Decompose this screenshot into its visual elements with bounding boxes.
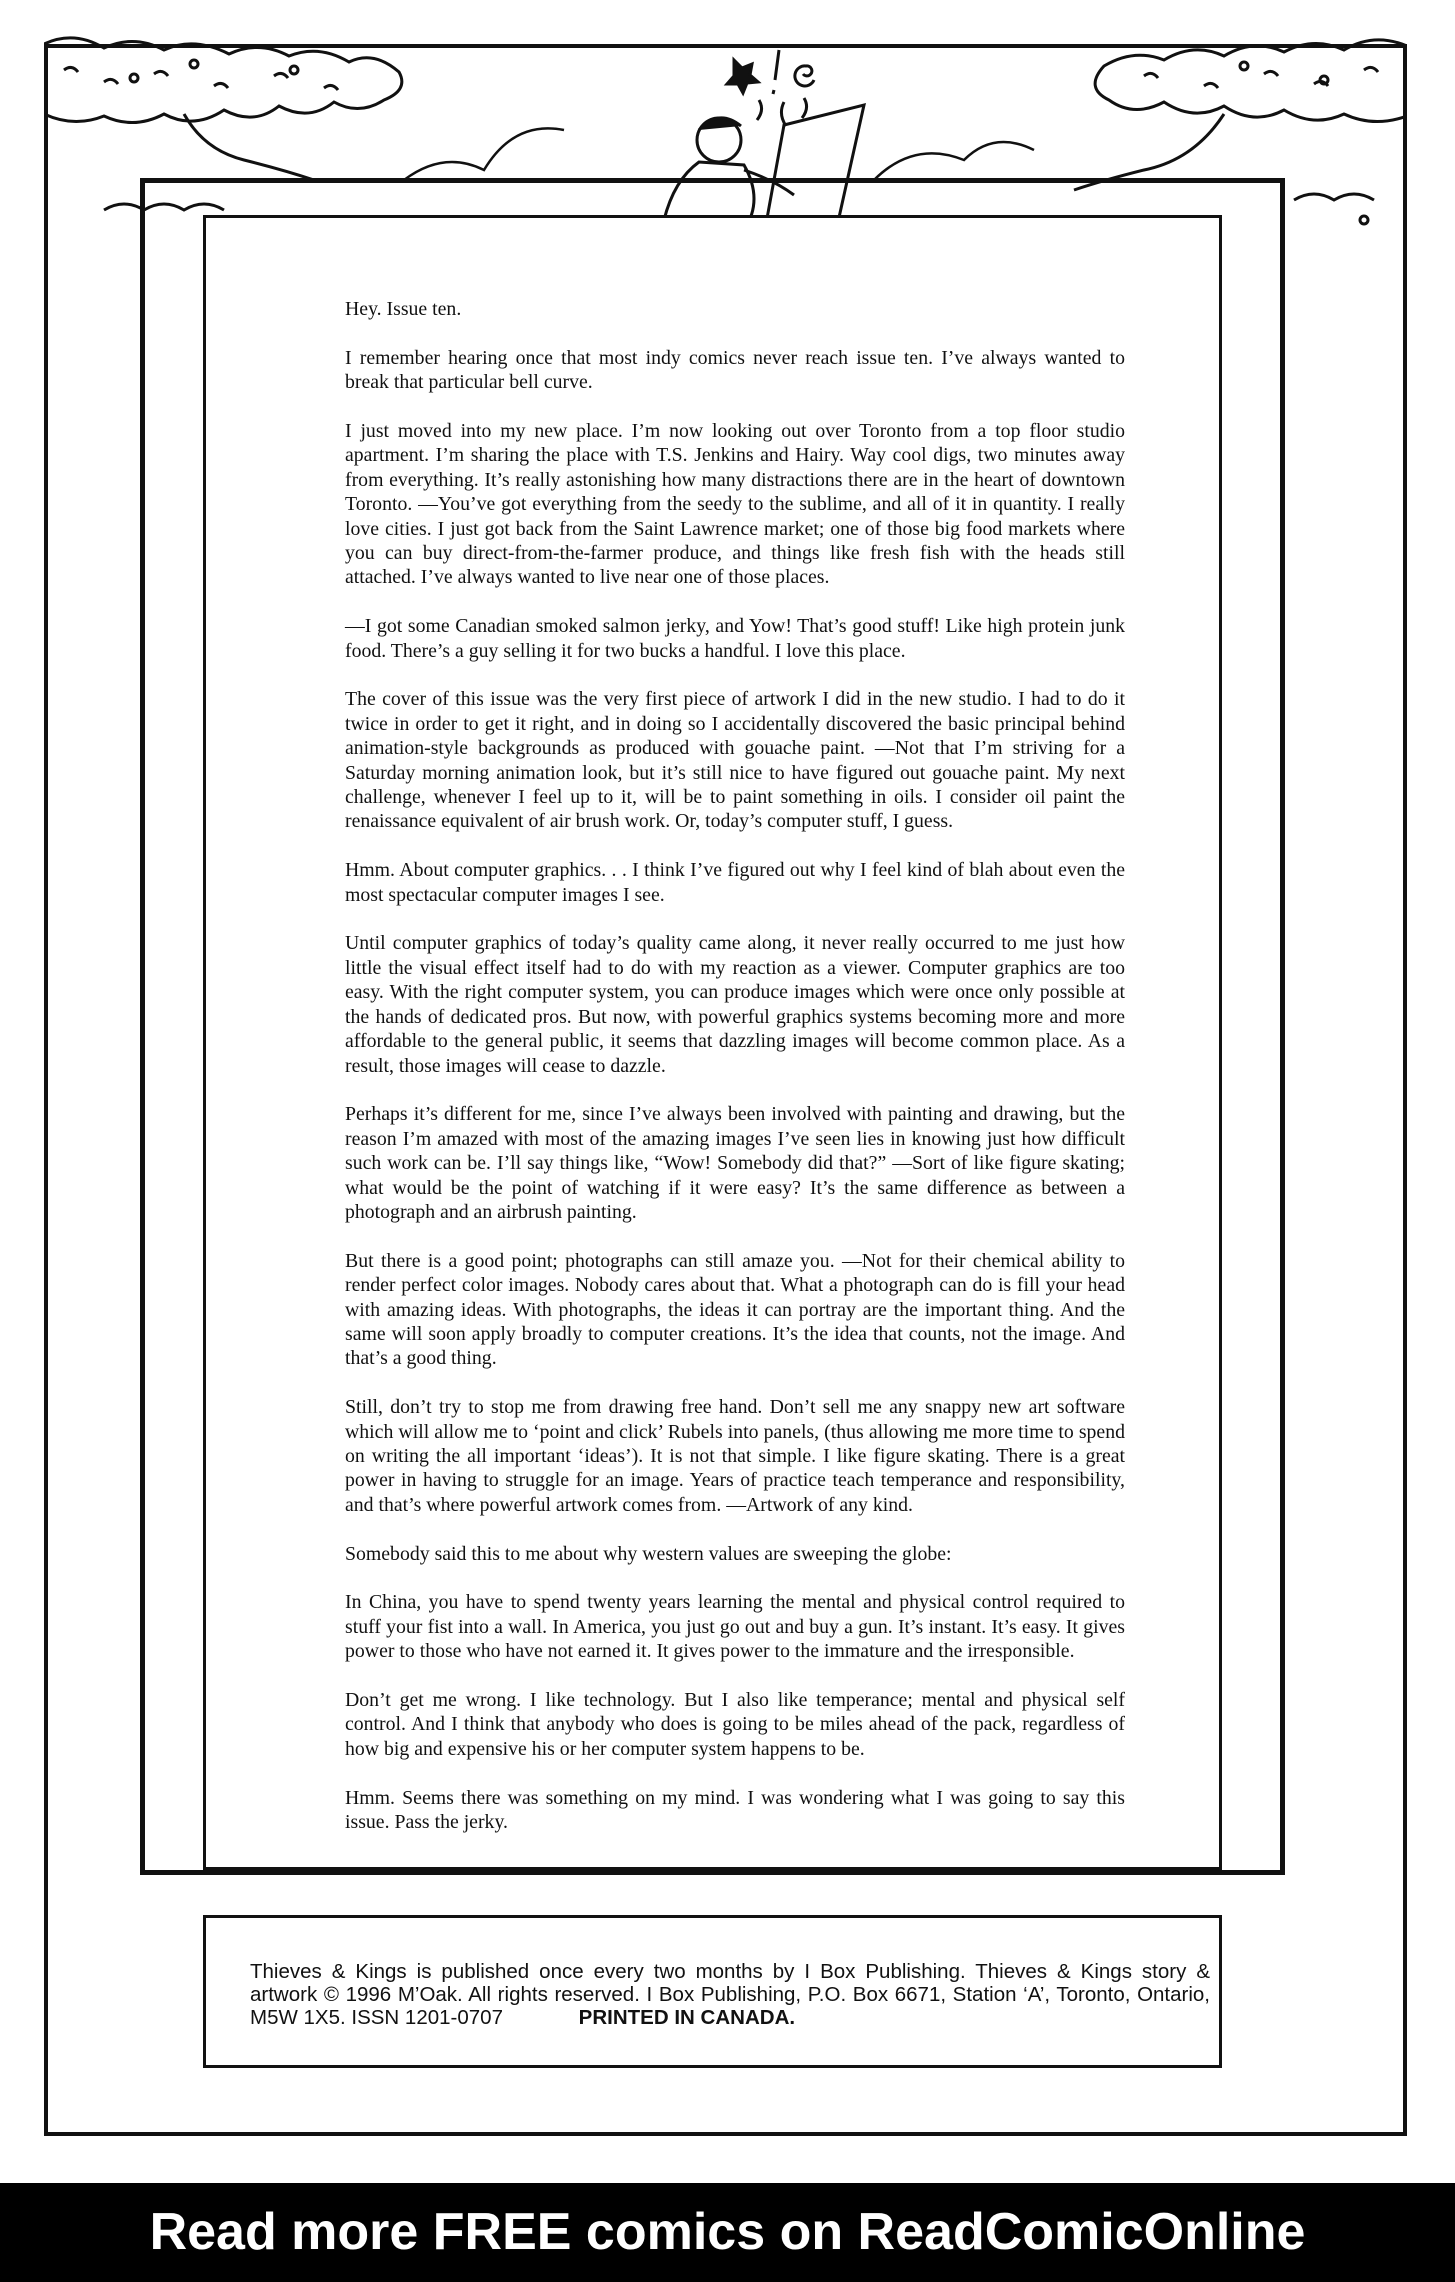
letter-paragraph: I remember hearing once that most indy comics never reach issue ten. I’ve always wanted to break that particular bell curve.	[345, 346, 1125, 394]
editorial-letter	[345, 297, 1125, 1834]
letter-paragraph: Don’t get me wrong. I like technology. But I also like temperance; mental and physical self control. And I think that anybody who does is going to be miles ahead of the pack, regardless of how big and expensive his or her computer system happens to be.	[345, 1688, 1125, 1760]
letter-paragraph: But there is a good point; photographs can still amaze you. —Not for their chemical ability to render perfect color images. Nobody cares about that. What a photograph can do is fill your head with amazing ideas. With photographs, the ideas it can portray are the important thing. And the same will soon apply broadly to computer creations. It’s the idea that counts, not the image. And that’s a good thing.	[345, 1249, 1125, 1370]
letter-paragraph: I just moved into my new place. I’m now looking out over Toronto from a top floor studio apartment. I’m sharing the place with T.S. Jenkins and Hairy. Way cool digs, two minutes away from everything. It’s really astonishing how many distractions there are in the heart of downtown Toronto. —You’ve got everything from the seedy to the sublime, and all of it in quantity. I really love cities. I just got back from the Saint Lawrence market; one of those big food markets where you can buy direct-from-the-farmer produce, and things like fresh fish with the heads still attached. I’ve always wanted to live near one of those places.	[345, 420, 1125, 589]
letter-paragraph: Hey. Issue ten.	[345, 298, 462, 320]
letter-paragraph: The cover of this issue was the very first piece of artwork I did in the new studio. I had to do it twice in order to get it right, and in doing so I accidentally discovered the basic principal behind animation-style backgrounds as produced with gouache paint. —Not that I’m striving for a Saturday morning animation look, but it’s still nice to have figured out gouache paint. My next challenge, whenever I feel up to it, will be to paint something in oils. I consider oil paint the renaissance equivalent of air brush work. Or, today’s computer stuff, I guess.	[345, 688, 1125, 833]
letter-paragraph: Hmm. About computer graphics. . . I think I’ve figured out why I feel kind of blah about even the most spectacular computer images I see.	[345, 859, 1125, 906]
vine-branches	[404, 128, 1034, 180]
exclamation-glyphs	[727, 50, 814, 126]
imprint-text	[250, 1960, 1210, 2029]
letter-paragraph: Somebody said this to me about why western values are sweeping the globe:	[345, 1542, 952, 1565]
publication-notice: Thieves & Kings is published once every two months by I Box Publishing. Thieves & Kings story & artwork © 1996 M’Oak. All rights reserved. I Box Publishing, P.O. Box 6671, Station ‘A’, Toronto, Ontario, M5W 1X5. ISSN 1201-0707	[250, 1960, 1210, 2029]
printed-in-canada: PRINTED IN CANADA.	[578, 2006, 796, 2029]
letter-paragraph: Until computer graphics of today’s quality came along, it never really occurred to me just how little the visual effect itself had to do with my reaction as a viewer. Computer graphics are too easy. With the right computer system, you can produce images which were once only possible at the hands of dedicated pros. But now, with powerful graphics systems becoming more and more affordable to the general public, it seems that dazzling images will become common place. As a result, those images will cease to dazzle.	[345, 932, 1125, 1077]
letter-paragraph: Still, don’t try to stop me from drawing free hand. Don’t sell me any snappy new art software which will allow me to ‘point and click’ Rubels into panels, (thus allowing me more time to spend on writing the all important ‘ideas’). It is not that simple. I like figure skating. There is a great power in having to struggle for an image. Years of practice teach temperance and responsibility, and that’s where powerful artwork comes from. —Artwork of any kind.	[345, 1396, 1125, 1516]
read-more-banner[interactable]: Read more FREE comics on ReadComicOnline	[0, 2183, 1455, 2282]
letter-paragraph: In China, you have to spend twenty years learning the mental and physical control required to stuff your fist into a wall. In America, you just go out and buy a gun. It’s instant. It’s easy. It gives power to those who have not earned it. It gives power to the immature and the irresponsible.	[345, 1591, 1125, 1663]
letter-paragraph: —I got some Canadian smoked salmon jerky, and Yow! That’s good stuff! Like high protein junk food. There’s a guy selling it for two bucks a handful. I love this place.	[345, 615, 1125, 662]
letter-paragraph: Hmm. Seems there was something on my mind. I was wondering what I was going to say this issue. Pass the jerky.	[345, 1786, 1125, 1833]
letter-paragraph: Perhaps it’s different for me, since I’ve always been involved with painting and drawing, but the reason I’m amazed with most of the amazing images I’ve seen lies in knowing just how difficult such work can be. I’ll say things like, “Wow! Somebody did that?” —Sort of like figure skating; what would be the point of watching if it were easy? It’s the same difference as between a photograph and an airbrush painting.	[345, 1103, 1125, 1223]
